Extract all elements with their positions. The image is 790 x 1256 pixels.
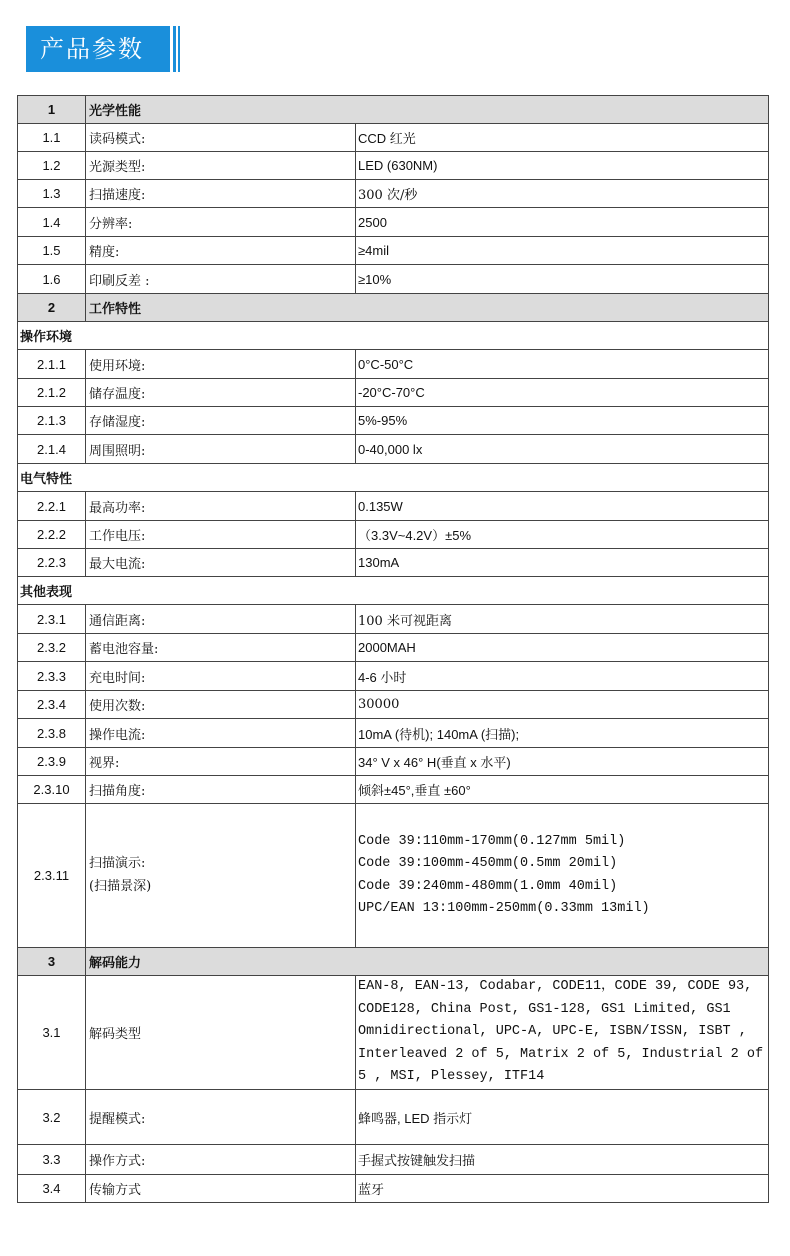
spec-number: 2.3.10 xyxy=(18,776,86,804)
spec-row xyxy=(18,1145,769,1175)
spec-value: 5%-95% xyxy=(356,407,769,435)
spec-value: EAN-8, EAN-13, Codabar, CODE11，CODE 39, CODE 93, CODE128, China Post, GS1-128, GS1 Limited, GS1 Omnidirectional, UPC-A, UPC-E, ISBN/ISSN, ISBT , Interleaved 2 of 5, Matrix 2 of 5, Industrial 2 of 5 , MSI, Plessey, ITF14 xyxy=(356,976,769,1090)
section-number: 2 xyxy=(18,294,86,322)
spec-label: 扫描角度: xyxy=(86,776,356,804)
spec-row xyxy=(18,265,769,294)
spec-number: 1.2 xyxy=(18,152,86,180)
group-header-row xyxy=(18,322,769,350)
spec-row xyxy=(18,237,769,265)
spec-label: 解码类型 xyxy=(86,976,356,1090)
spec-number: 2.2.3 xyxy=(18,549,86,577)
spec-label: 使用次数: xyxy=(86,691,356,719)
spec-label: 储存温度: xyxy=(86,379,356,407)
spec-row xyxy=(18,407,769,435)
spec-number: 2.3.4 xyxy=(18,691,86,719)
spec-number: 3.1 xyxy=(18,976,86,1090)
spec-value: CCD 红光 xyxy=(356,124,769,152)
group-header-row xyxy=(18,577,769,605)
spec-value: 0°C-50°C xyxy=(356,350,769,379)
spec-row xyxy=(18,605,769,634)
page-title-banner xyxy=(26,26,178,72)
spec-label: 通信距离: xyxy=(86,605,356,634)
spec-value: 30000 xyxy=(356,691,769,719)
spec-label: 视界: xyxy=(86,748,356,776)
spec-label: 存储湿度: xyxy=(86,407,356,435)
spec-number: 2.3.8 xyxy=(18,719,86,748)
spec-number: 2.3.3 xyxy=(18,662,86,691)
spec-row xyxy=(18,719,769,748)
spec-number: 2.1.1 xyxy=(18,350,86,379)
spec-row xyxy=(18,350,769,379)
spec-value: 10mA (待机); 140mA (扫描); xyxy=(356,719,769,748)
spec-row xyxy=(18,1090,769,1145)
spec-row xyxy=(18,662,769,691)
spec-label: 光源类型: xyxy=(86,152,356,180)
spec-row xyxy=(18,976,769,1090)
spec-label: 读码模式: xyxy=(86,124,356,152)
spec-label: 提醒模式: xyxy=(86,1090,356,1145)
banner-accent-bar xyxy=(173,26,176,72)
group-title: 操作环境 xyxy=(18,322,769,350)
spec-row xyxy=(18,208,769,237)
spec-label: 蓄电池容量: xyxy=(86,634,356,662)
spec-row xyxy=(18,549,769,577)
spec-number: 3.2 xyxy=(18,1090,86,1145)
section-title: 解码能力 xyxy=(86,948,769,976)
spec-row xyxy=(18,748,769,776)
spec-label: 操作方式: xyxy=(86,1145,356,1175)
spec-value: 0.135W xyxy=(356,492,769,521)
spec-label: 扫描速度: xyxy=(86,180,356,208)
section-title: 光学性能 xyxy=(86,96,769,124)
spec-row xyxy=(18,776,769,804)
spec-value: 2000MAH xyxy=(356,634,769,662)
page-title: 产品参数 xyxy=(26,26,170,72)
spec-value: LED (630NM) xyxy=(356,152,769,180)
spec-label: 最大电流: xyxy=(86,549,356,577)
spec-label: 工作电压: xyxy=(86,521,356,549)
spec-number: 2.3.1 xyxy=(18,605,86,634)
spec-row xyxy=(18,152,769,180)
spec-label: 周围照明: xyxy=(86,435,356,464)
spec-label: 充电时间: xyxy=(86,662,356,691)
spec-value: ≥10% xyxy=(356,265,769,294)
group-title: 电气特性 xyxy=(18,464,769,492)
spec-row xyxy=(18,124,769,152)
group-title: 其他表现 xyxy=(18,577,769,605)
spec-row xyxy=(18,1175,769,1203)
group-header-row xyxy=(18,464,769,492)
spec-label: 传输方式 xyxy=(86,1175,356,1203)
spec-value: 2500 xyxy=(356,208,769,237)
spec-label: 扫描演示: (扫描景深) xyxy=(86,804,356,948)
spec-number: 2.2.2 xyxy=(18,521,86,549)
spec-value: Code 39:110mm-170mm(0.127mm 5mil) Code 39:100mm-450mm(0.5mm 20mil) Code 39:240mm-480mm(1.0mm 40mil) UPC/EAN 13:100mm-250mm(0.33mm 13mil) xyxy=(356,804,769,948)
spec-label: 精度: xyxy=(86,237,356,265)
spec-number: 2.1.4 xyxy=(18,435,86,464)
spec-number: 2.2.1 xyxy=(18,492,86,521)
spec-row xyxy=(18,492,769,521)
spec-number: 2.3.2 xyxy=(18,634,86,662)
spec-row xyxy=(18,435,769,464)
spec-value: -20°C-70°C xyxy=(356,379,769,407)
section-header-row xyxy=(18,948,769,976)
banner-accent-bar xyxy=(178,26,180,72)
spec-value: 100 米可视距离 xyxy=(356,605,769,634)
spec-label: 操作电流: xyxy=(86,719,356,748)
spec-number: 1.3 xyxy=(18,180,86,208)
spec-row xyxy=(18,634,769,662)
spec-number: 2.3.11 xyxy=(18,804,86,948)
spec-label: 分辨率: xyxy=(86,208,356,237)
spec-value: 蓝牙 xyxy=(356,1175,769,1203)
spec-row xyxy=(18,521,769,549)
spec-table-body xyxy=(18,96,769,1203)
spec-number: 3.4 xyxy=(18,1175,86,1203)
spec-value: 130mA xyxy=(356,549,769,577)
spec-number: 1.6 xyxy=(18,265,86,294)
spec-number: 1.5 xyxy=(18,237,86,265)
spec-row xyxy=(18,804,769,948)
spec-number: 1.4 xyxy=(18,208,86,237)
spec-table xyxy=(17,95,769,1203)
spec-value: 0-40,000 lx xyxy=(356,435,769,464)
spec-number: 2.1.2 xyxy=(18,379,86,407)
spec-value: 蜂鸣器, LED 指示灯 xyxy=(356,1090,769,1145)
spec-row xyxy=(18,180,769,208)
spec-value: 手握式按键触发扫描 xyxy=(356,1145,769,1175)
section-number: 3 xyxy=(18,948,86,976)
spec-value: （3.3V~4.2V）±5% xyxy=(356,521,769,549)
section-number: 1 xyxy=(18,96,86,124)
spec-value: 倾斜±45°,垂直 ±60° xyxy=(356,776,769,804)
spec-value: 4-6 小时 xyxy=(356,662,769,691)
spec-number: 3.3 xyxy=(18,1145,86,1175)
section-header-row xyxy=(18,96,769,124)
spec-row xyxy=(18,379,769,407)
spec-label: 最高功率: xyxy=(86,492,356,521)
spec-row xyxy=(18,691,769,719)
spec-label: 使用环境: xyxy=(86,350,356,379)
spec-number: 1.1 xyxy=(18,124,86,152)
section-title: 工作特性 xyxy=(86,294,769,322)
section-header-row xyxy=(18,294,769,322)
spec-value: ≥4mil xyxy=(356,237,769,265)
spec-value: 34° V x 46° H(垂直 x 水平) xyxy=(356,748,769,776)
spec-value: 300 次/秒 xyxy=(356,180,769,208)
spec-number: 2.1.3 xyxy=(18,407,86,435)
spec-label: 印刷反差 : xyxy=(86,265,356,294)
spec-number: 2.3.9 xyxy=(18,748,86,776)
